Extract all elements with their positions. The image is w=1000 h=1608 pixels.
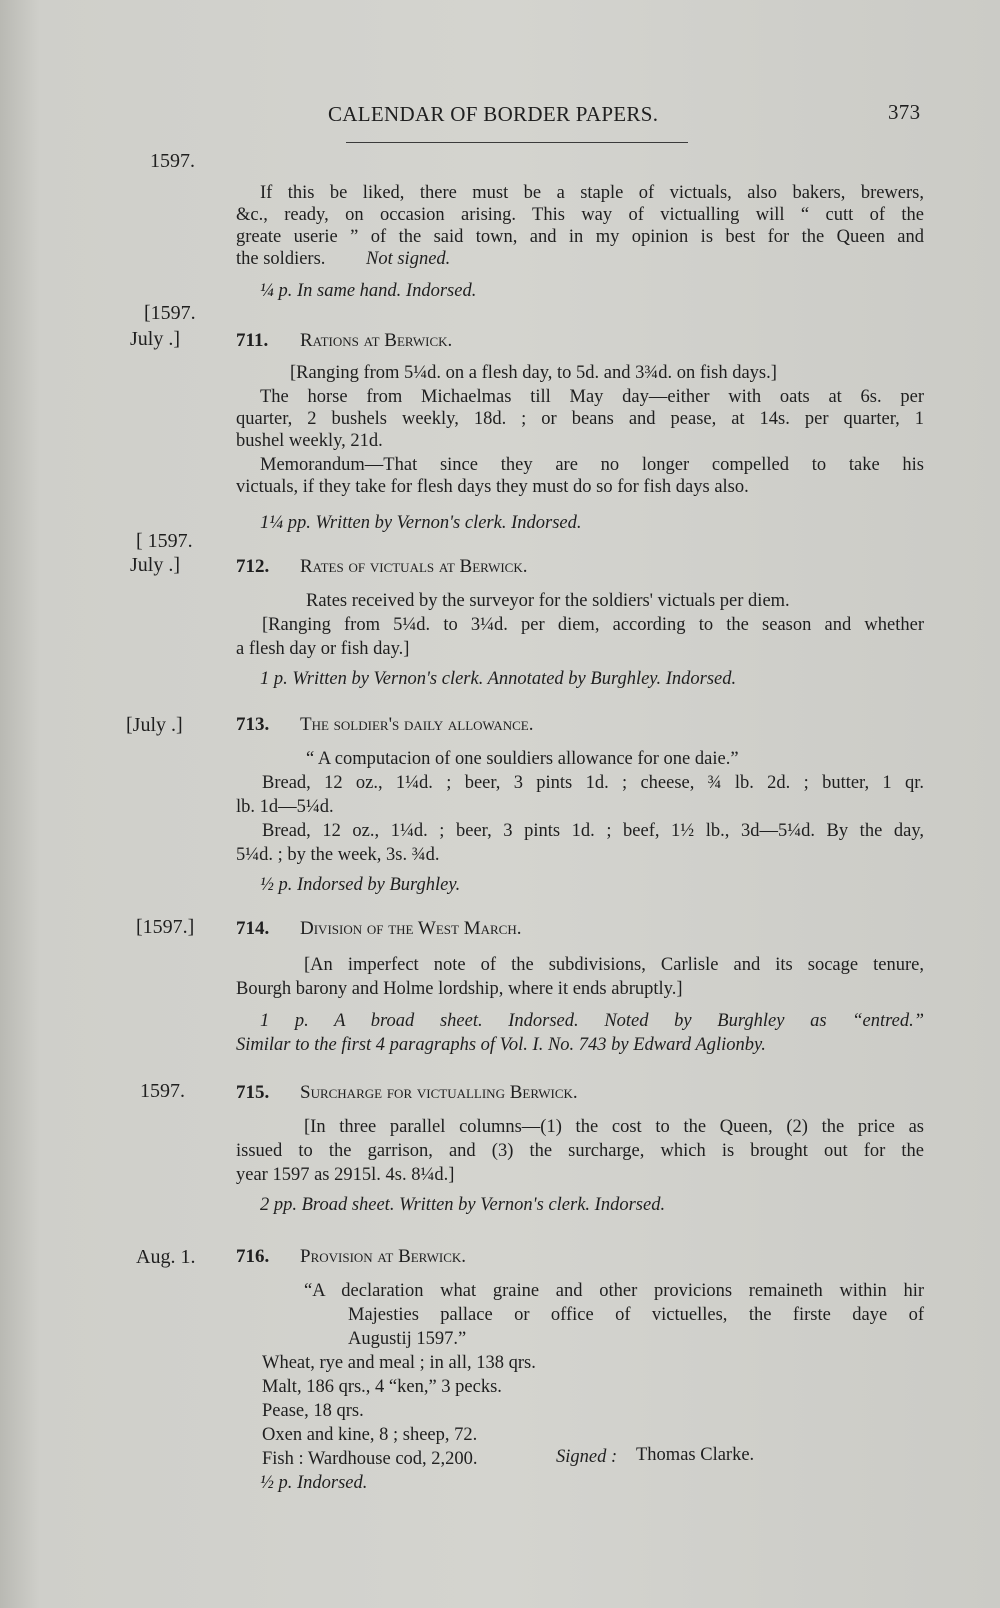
entry-line: issued to the garrison, and (3) the surcharge, which is brought out for the [236, 1141, 924, 1161]
entry-line: Malt, 186 qrs., 4 “ken,” 3 pecks. [262, 1377, 502, 1397]
entry-date: [1597. [144, 302, 196, 324]
continuation-line: greate userie ” of the said town, and in my opinion is best for the Queen and [236, 227, 924, 247]
entry-title: Surcharge for victualling Berwick. [300, 1082, 578, 1103]
entry-number: 712. [236, 556, 270, 577]
entry-date: [1597.] [136, 916, 195, 938]
entry-line: Wheat, rye and meal ; in all, 138 qrs. [262, 1353, 536, 1373]
entry-line: lb. 1d—5¼d. [236, 797, 334, 817]
entry-line: [Ranging from 5¼d. to 3¼d. per diem, according to the season and whether [262, 615, 924, 635]
entry-title: Rations at Berwick. [300, 330, 453, 351]
entry-line: The horse from Michaelmas till May day—either with oats at 6s. per [260, 387, 924, 407]
entry-line: a flesh day or fish day.] [236, 639, 410, 659]
entry-title: Provision at Berwick. [300, 1246, 467, 1267]
entry-title: Division of the West March. [300, 918, 522, 939]
margin-year: 1597. [150, 150, 195, 172]
entry-line: Oxen and kine, 8 ; sheep, 72. [262, 1425, 478, 1445]
entry-line: Bread, 12 oz., 1¼d. ; beer, 3 pints 1d. ; cheese, ¾ lb. 2d. ; butter, 1 qr. [262, 773, 924, 793]
entry-date: 1597. [140, 1080, 185, 1102]
entry-date: Aug. 1. [136, 1246, 196, 1268]
header-rule [346, 142, 688, 143]
entry-line: [In three parallel columns—(1) the cost to the Queen, (2) the price as [304, 1117, 924, 1137]
entry-note: 1¼ pp. Written by Vernon's clerk. Indorsed. [260, 513, 582, 533]
entry-date: July .] [130, 328, 180, 350]
not-signed: Not signed. [366, 249, 451, 269]
continuation-line: the soldiers. [236, 249, 326, 269]
entry-line: quarter, 2 bushels weekly, 18d. ; or beans and pease, at 14s. per quarter, 1 [236, 409, 924, 429]
entry-line: Rates received by the surveyor for the soldiers' victuals per diem. [306, 591, 790, 611]
entry-number: 716. [236, 1246, 270, 1267]
entry-note: 1 p. A broad sheet. Indorsed. Noted by Burghley as “entred.” [260, 1011, 924, 1031]
entry-line: Majesties pallace or office of victuelles, the firste daye of [348, 1305, 924, 1325]
entry-line: Memorandum—That since they are no longer compelled to take his [260, 455, 924, 475]
entry-line: “A declaration what graine and other provicions remaineth within hir [304, 1281, 924, 1301]
entry-note: Similar to the first 4 paragraphs of Vol. I. No. 743 by Edward Aglionby. [236, 1035, 766, 1055]
entry-line: “ A computacion of one souldiers allowance for one daie.” [306, 749, 739, 769]
entry-note: ¼ p. In same hand. Indorsed. [260, 281, 477, 301]
continuation-line: &c., ready, on occasion arising. This way of victualling will “ cutt of the [236, 205, 924, 225]
entry-line: Bourgh barony and Holme lordship, where it ends abruptly.] [236, 979, 683, 999]
entry-note: 1 p. Written by Vernon's clerk. Annotated by Burghley. Indorsed. [260, 669, 737, 689]
continuation-line: If this be liked, there must be a staple of victuals, also bakers, brewers, [260, 183, 924, 203]
entry-number: 711. [236, 330, 269, 351]
entry-line: 5¼d. ; by the week, 3s. ¾d. [236, 845, 440, 865]
entry-date: July .] [130, 554, 180, 576]
entry-note: ½ p. Indorsed. [260, 1473, 368, 1493]
entry-title: Rates of victuals at Berwick. [300, 556, 528, 577]
entry-date: [July .] [126, 714, 183, 736]
entry-date: [ 1597. [136, 530, 193, 552]
entry-title: The soldier's daily allowance. [300, 714, 534, 735]
entry-line: Augustij 1597.” [348, 1329, 467, 1349]
entry-line: victuals, if they take for flesh days they must do so for fish days also. [236, 477, 749, 497]
entry-number: 715. [236, 1082, 270, 1103]
entry-note: 2 pp. Broad sheet. Written by Vernon's clerk. Indorsed. [260, 1195, 666, 1215]
entry-line: [Ranging from 5¼d. on a flesh day, to 5d. and 3¾d. on fish days.] [290, 363, 777, 383]
entry-line: Bread, 12 oz., 1¼d. ; beer, 3 pints 1d. ; beef, 1½ lb., 3d—5¼d. By the day, [262, 821, 924, 841]
signatory: Thomas Clarke. [636, 1445, 755, 1465]
entry-number: 713. [236, 714, 270, 735]
entry-line: Fish : Wardhouse cod, 2,200. [262, 1449, 478, 1469]
entry-line: Pease, 18 qrs. [262, 1401, 364, 1421]
entry-note: ½ p. Indorsed by Burghley. [260, 875, 461, 895]
page-number: 373 [888, 100, 921, 124]
entry-line: bushel weekly, 21d. [236, 431, 383, 451]
entry-line: [An imperfect note of the subdivisions, Carlisle and its socage tenure, [304, 955, 924, 975]
signed-label: Signed : [556, 1447, 618, 1467]
entry-line: year 1597 as 2915l. 4s. 8¼d.] [236, 1165, 455, 1185]
running-title: CALENDAR OF BORDER PAPERS. [328, 102, 659, 126]
entry-number: 714. [236, 918, 270, 939]
